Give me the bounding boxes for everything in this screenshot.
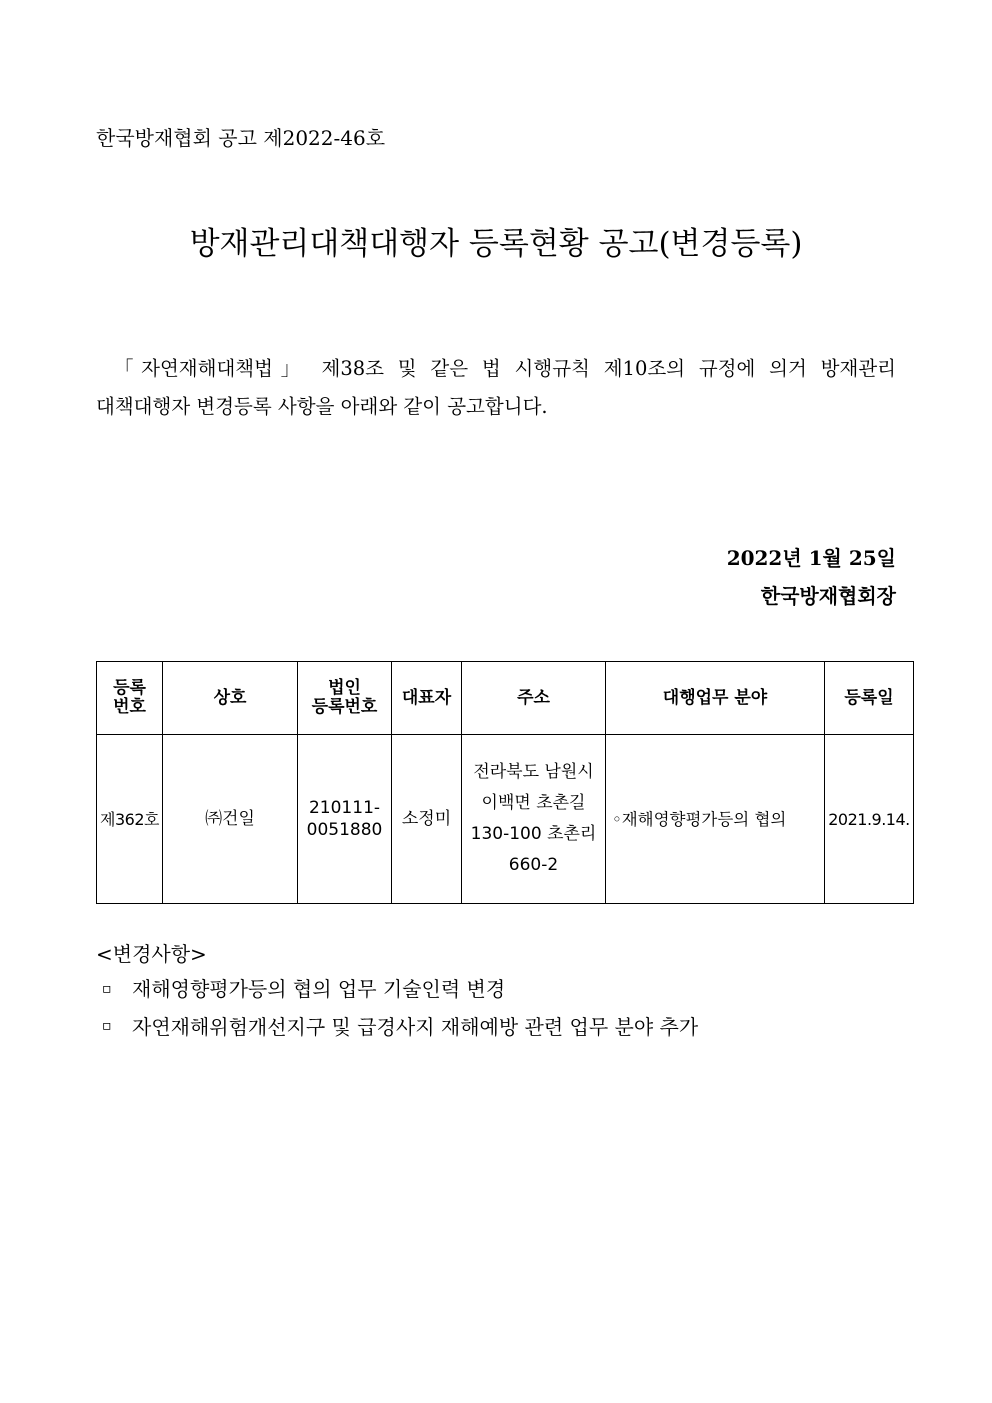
document-title: 방재관리대책대행자 등록현황 공고(변경등록) [189,226,803,262]
cell-representative: 소정미 [392,735,462,904]
table-row [97,735,914,904]
changes-heading: <변경사항> [96,942,207,966]
changes-section [96,938,698,1046]
header-company: 상호 [163,662,298,735]
intro-paragraph [96,350,896,426]
header-reg-date: 등록일 [825,662,914,735]
cell-corp-no: 210111- 0051880 [298,735,392,904]
intro-line-1: 「자연재해대책법」 제38조 및 같은 법 시행규칙 제10조의 규정에 의거 방재관리 [114,357,896,380]
changes-list [96,971,698,1046]
cell-reg-no: 제362호 [97,735,163,904]
header-reg-no: 등록 번호 [97,662,163,735]
registry-table [96,661,914,904]
change-item-text: 재해영향평가등의 협의 업무 기술인력 변경 [132,977,506,1001]
square-bullet-icon: ▫ [102,1018,112,1034]
list-item [96,971,698,1009]
list-item [96,1009,698,1047]
notice-number: 한국방재협회 공고 제2022-46호 [96,126,386,150]
square-bullet-icon: ▫ [102,980,112,997]
cell-company: ㈜건일 [163,735,298,904]
header-representative: 대표자 [392,662,462,735]
issuer-name: 한국방재협회장 [760,584,896,608]
cell-field: ◦재해영향평가등의 협의 [606,735,825,904]
cell-address: 전라북도 남원시 이백면 초촌길 130-100 초촌리 660-2 [462,735,606,904]
change-item-text: 자연재해위험개선지구 및 급경사지 재해예방 관련 업무 분야 추가 [132,1014,699,1039]
header-address: 주소 [462,662,606,735]
header-corp-no: 법인 등록번호 [298,662,392,735]
table-header-row [97,662,914,735]
cell-reg-date: 2021.9.14. [825,735,914,904]
notice-date: 2022년 1월 25일 [726,546,896,570]
header-field: 대행업무 분야 [606,662,825,735]
intro-line-2: 대책대행자 변경등록 사항을 아래와 같이 공고합니다. [96,395,548,418]
